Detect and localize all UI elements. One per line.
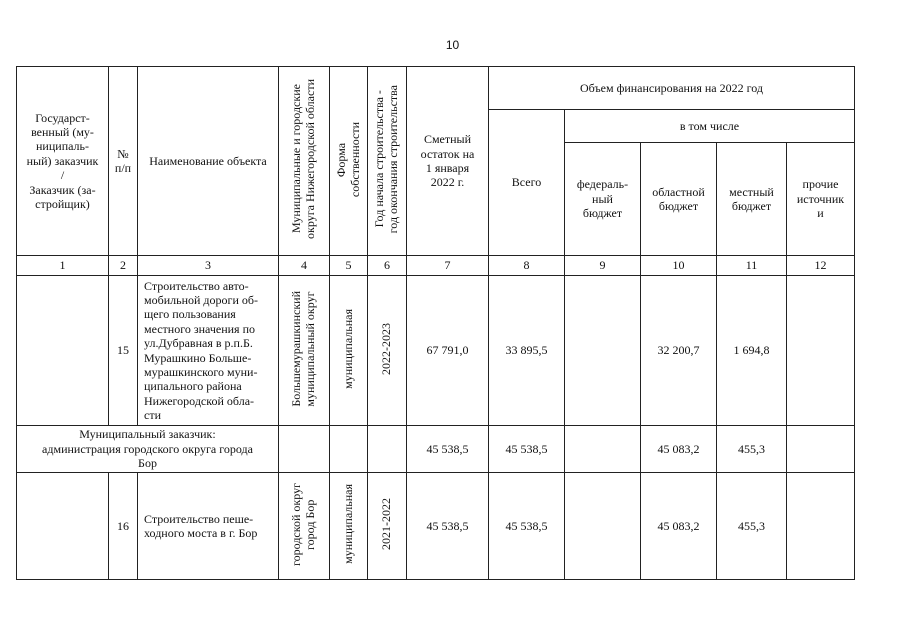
row-total: 45 538,5 (489, 473, 565, 580)
row-object-name: Строительство авто- мобильной дороги об- щего пользования местного значения по ул.Дубравная в р.п.Б. Мурашкино Больше- мурашкинского муни- ципального района Нижегородской обла- сти (138, 276, 279, 426)
col-num-7: 7 (407, 256, 489, 276)
header-total: Всего (489, 110, 565, 256)
header-local: местный бюджет (717, 143, 787, 256)
header-row-1 (17, 67, 855, 110)
header-including: в том числе (565, 110, 855, 143)
col-num-8: 8 (489, 256, 565, 276)
group-years (368, 426, 407, 473)
row-federal (565, 276, 641, 426)
group-municipality (279, 426, 330, 473)
column-number-row (17, 256, 855, 276)
row-regional: 32 200,7 (641, 276, 717, 426)
col-num-1: 1 (17, 256, 109, 276)
header-customer: Государст- венный (му- ниципаль- ный) заказчик / Заказчик (за- стройщик) (17, 67, 109, 256)
col-num-3: 3 (138, 256, 279, 276)
page-number: 10 (445, 38, 460, 52)
row-other (787, 276, 855, 426)
col-num-9: 9 (565, 256, 641, 276)
header-num: № п/п (109, 67, 138, 256)
col-num-11: 11 (717, 256, 787, 276)
row-ownership (330, 473, 368, 580)
header-object-name: Наименование объекта (138, 67, 279, 256)
row-years (368, 276, 407, 426)
group-regional: 45 083,2 (641, 426, 717, 473)
header-estimate-remainder: Сметный остаток на 1 января 2022 г. (407, 67, 489, 256)
header-ownership (330, 67, 368, 256)
col-num-12: 12 (787, 256, 855, 276)
row-local: 1 694,8 (717, 276, 787, 426)
header-other: прочие источник и (787, 143, 855, 256)
group-ownership (330, 426, 368, 473)
table-row (17, 276, 855, 426)
header-financing: Объем финансирования на 2022 год (489, 67, 855, 110)
header-federal: федераль- ный бюджет (565, 143, 641, 256)
header-years (368, 67, 407, 256)
table-row (17, 473, 855, 580)
row-total: 33 895,5 (489, 276, 565, 426)
row-customer (17, 276, 109, 426)
row-num: 16 (109, 473, 138, 580)
col-num-4: 4 (279, 256, 330, 276)
col-num-10: 10 (641, 256, 717, 276)
row-other (787, 473, 855, 580)
header-municipality-text: Муниципальные и городские округа Нижегородской области (289, 79, 317, 240)
row-years-text: 2022-2023 (379, 322, 394, 375)
group-estimate: 45 538,5 (407, 426, 489, 473)
header-ownership-text: Форма собственности (333, 121, 362, 197)
row-estimate: 67 791,0 (407, 276, 489, 426)
row-federal (565, 473, 641, 580)
row-years (368, 473, 407, 580)
row-customer (17, 473, 109, 580)
group-row (17, 426, 855, 473)
group-local: 455,3 (717, 426, 787, 473)
group-other (787, 426, 855, 473)
group-total: 45 538,5 (489, 426, 565, 473)
row-years-text: 2021-2022 (379, 498, 394, 551)
col-num-2: 2 (109, 256, 138, 276)
financing-table (16, 66, 855, 580)
header-regional: областной бюджет (641, 143, 717, 256)
row-municipality-text: Большемурашкинский муниципальный округ (289, 291, 317, 407)
row-object-name: Строительство пеше- ходного моста в г. Бор (138, 473, 279, 580)
header-municipality (279, 67, 330, 256)
row-ownership-text: муниципальная (340, 484, 355, 565)
row-municipality (279, 473, 330, 580)
row-ownership-text: муниципальная (340, 308, 355, 389)
row-municipality-text: городской округ город Бор (289, 482, 317, 566)
row-num: 15 (109, 276, 138, 426)
row-municipality (279, 276, 330, 426)
header-years-text: Год начала строительства - год окончания строительства (372, 85, 400, 234)
col-num-6: 6 (368, 256, 407, 276)
group-federal (565, 426, 641, 473)
col-num-5: 5 (330, 256, 368, 276)
group-customer-label: Муниципальный заказчик: администрация городского округа города Бор (17, 426, 279, 473)
row-local: 455,3 (717, 473, 787, 580)
row-estimate: 45 538,5 (407, 473, 489, 580)
row-regional: 45 083,2 (641, 473, 717, 580)
row-ownership (330, 276, 368, 426)
